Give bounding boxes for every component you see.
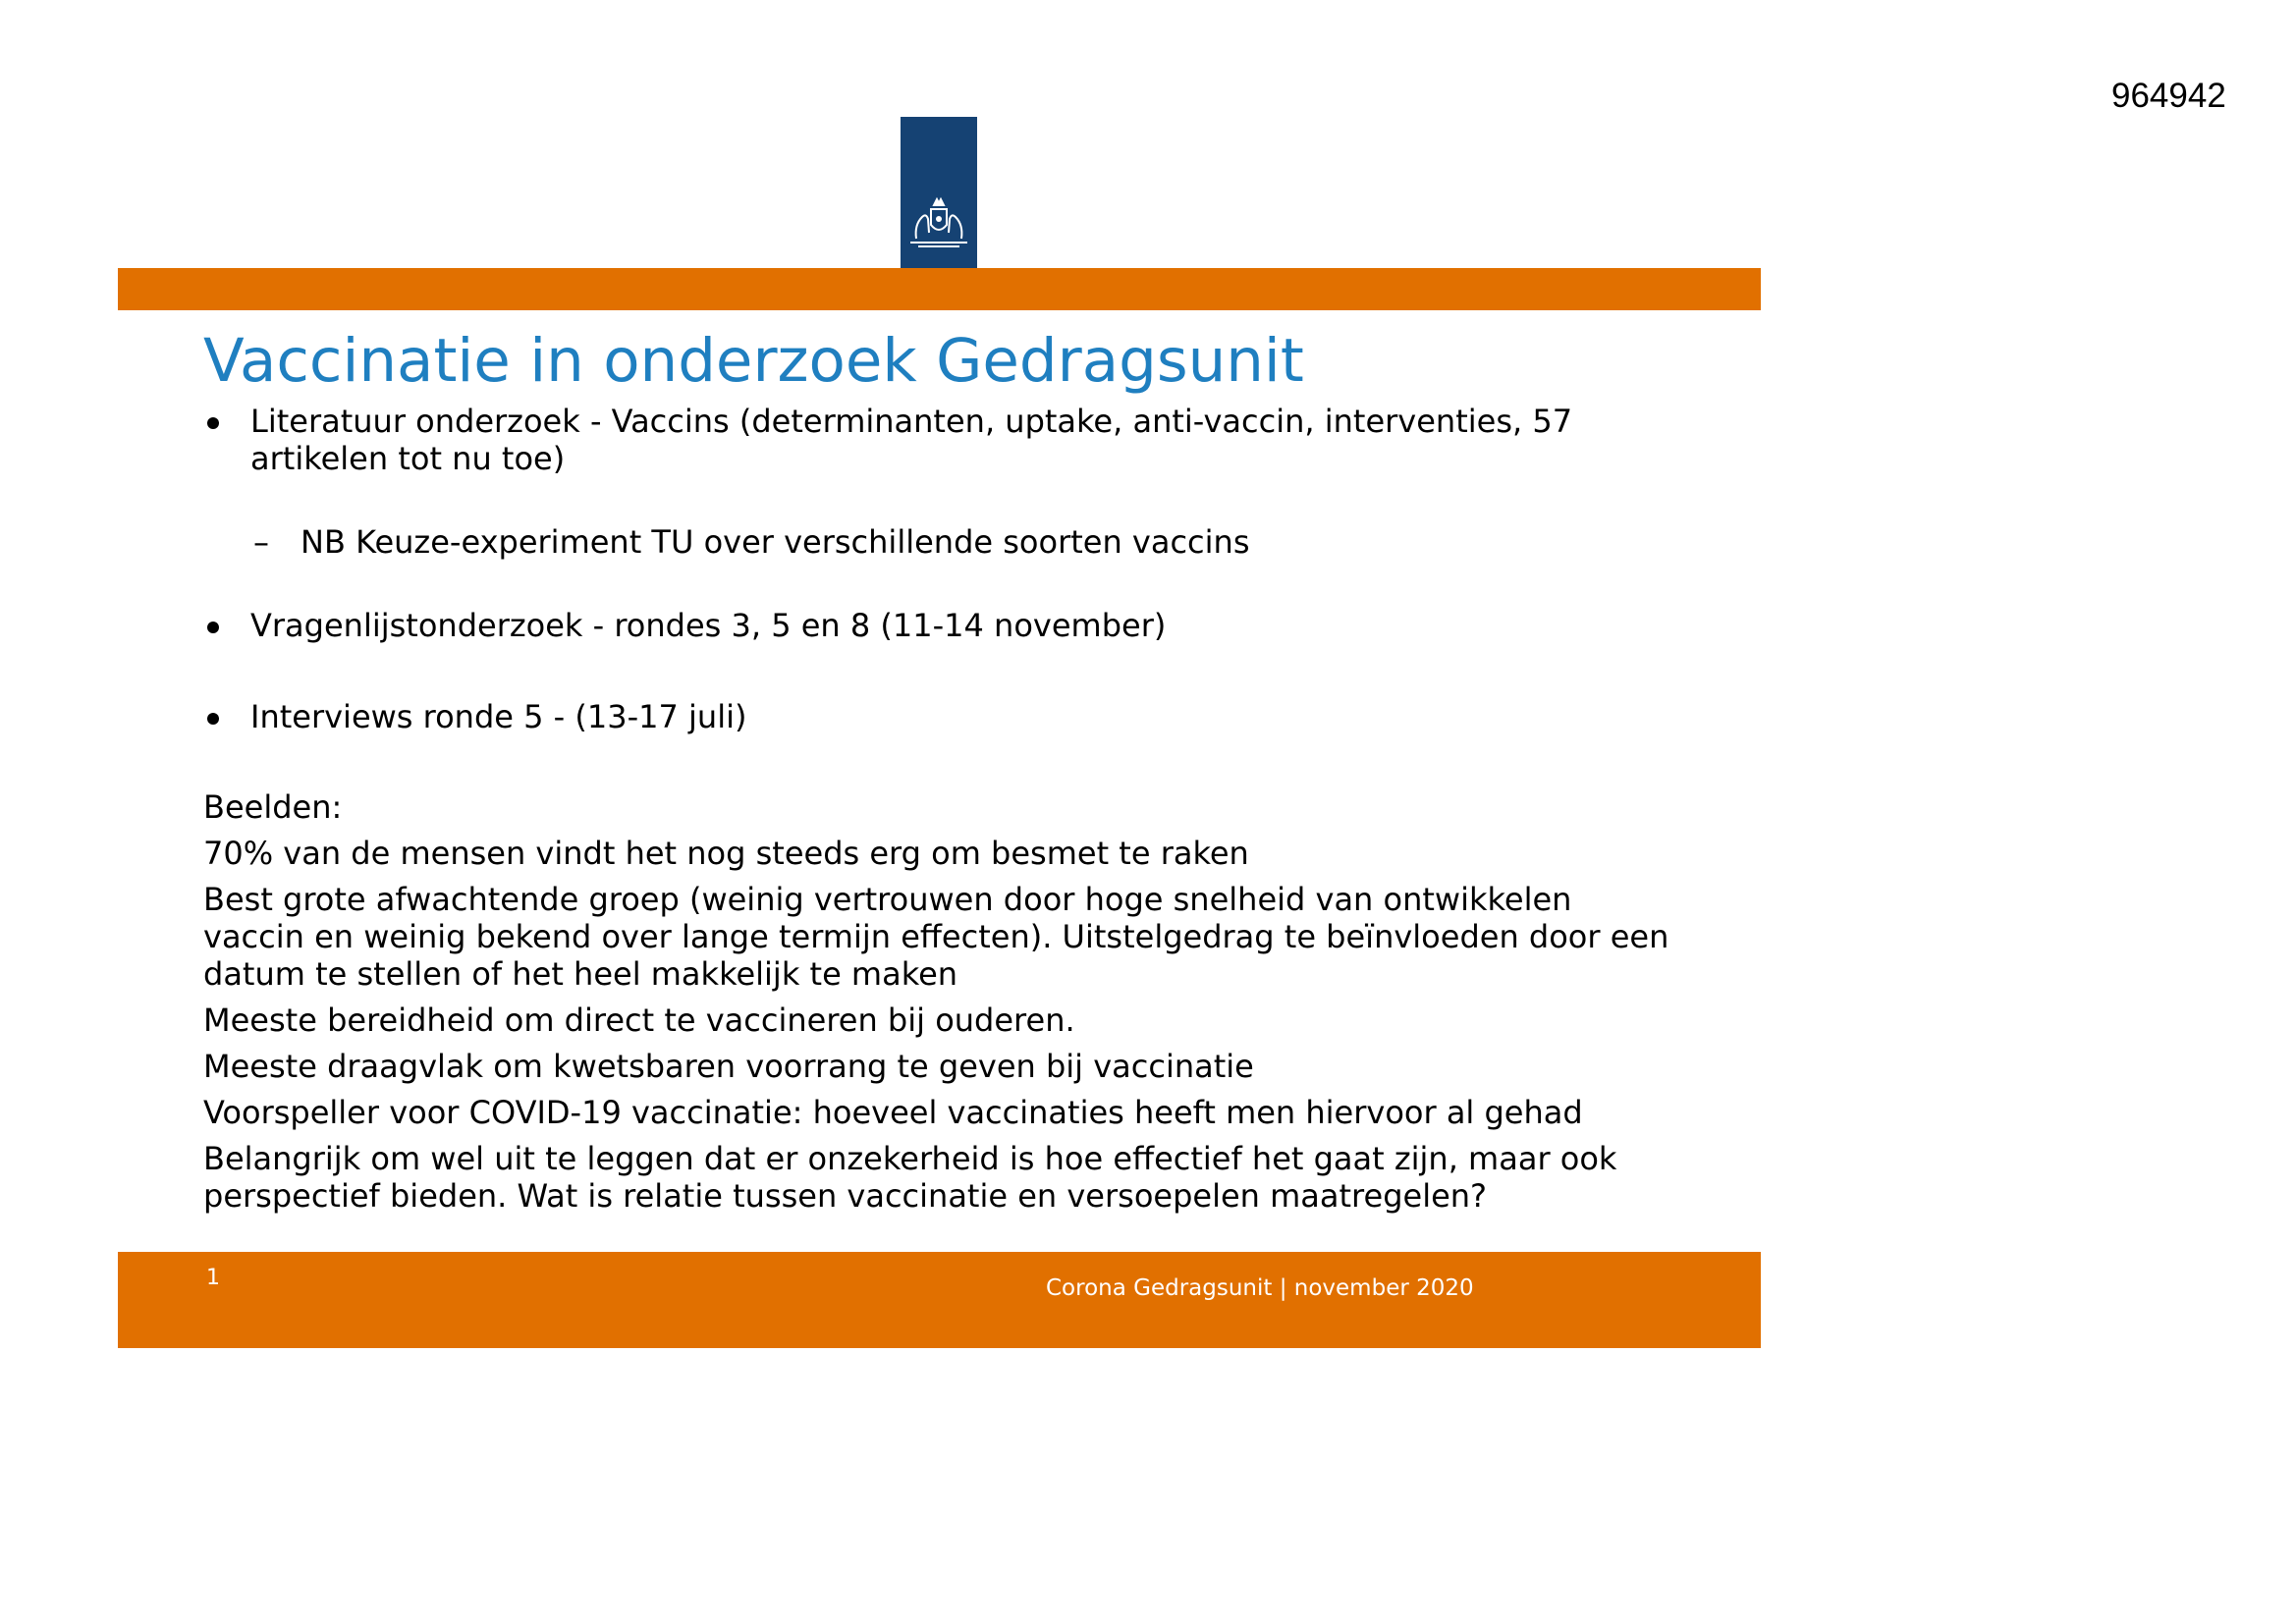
slide-title: Vaccinatie in onderzoek Gedragsunit	[203, 326, 1304, 396]
beelden-item: Voorspeller voor COVID-19 vaccinatie: hoeveel vaccinaties heeft men hiervoor al gehad	[203, 1094, 1583, 1131]
bullet-interviews	[203, 698, 1676, 735]
rijksoverheid-logo	[901, 117, 977, 268]
bullet-text: Vragenlijstonderzoek - rondes 3, 5 en 8 (11-14 november)	[250, 607, 1167, 644]
slide-content	[203, 403, 1676, 1215]
sub-bullet-text: NB Keuze-experiment TU over verschillende soorten vaccins	[301, 523, 1250, 561]
sub-bullet-keuze-experiment	[203, 523, 1676, 561]
bullet-dot-icon	[207, 622, 219, 633]
beelden-item: Belangrijk om wel uit te leggen dat er onzekerheid is hoe effectief het gaat zijn, maar ook perspectief bieden. Wat is relatie tussen vaccinatie en versoepelen maatregelen?	[203, 1140, 1617, 1215]
beelden-item: Meeste bereidheid om direct te vaccineren bij ouderen.	[203, 1001, 1075, 1039]
bullet-vragenlijst	[203, 607, 1676, 644]
dash-icon: –	[253, 523, 269, 561]
document-id: 964942	[2111, 77, 2226, 115]
rijksoverheid-coat-of-arms-icon	[904, 195, 973, 250]
beelden-item: Meeste draagvlak om kwetsbaren voorrang te geven bij vaccinatie	[203, 1048, 1254, 1085]
page-number: 1	[206, 1266, 220, 1290]
footer-band	[118, 1252, 1761, 1348]
bullet-dot-icon	[207, 417, 219, 429]
bullet-literature	[203, 403, 1676, 477]
bullet-text: Interviews ronde 5 - (13-17 juli)	[250, 698, 747, 735]
beelden-item: 70% van de mensen vindt het nog steeds erg om besmet te raken	[203, 835, 1249, 872]
top-accent-band	[118, 268, 1761, 310]
footer-text: Corona Gedragsunit | november 2020	[1046, 1275, 1474, 1301]
beelden-item: Best grote afwachtende groep (weinig vertrouwen door hoge snelheid van ontwikkelen vaccin en weinig bekend over lange termijn effecten). Uitstelgedrag te beïnvloeden door een datum te stellen of het heel makkelijk te maken	[203, 881, 1669, 993]
bullet-text: Literatuur onderzoek - Vaccins (determinanten, uptake, anti-vaccin, interventies, 57 artikelen tot nu toe)	[250, 403, 1573, 477]
bullet-dot-icon	[207, 713, 219, 725]
beelden-heading: Beelden:	[203, 788, 343, 826]
